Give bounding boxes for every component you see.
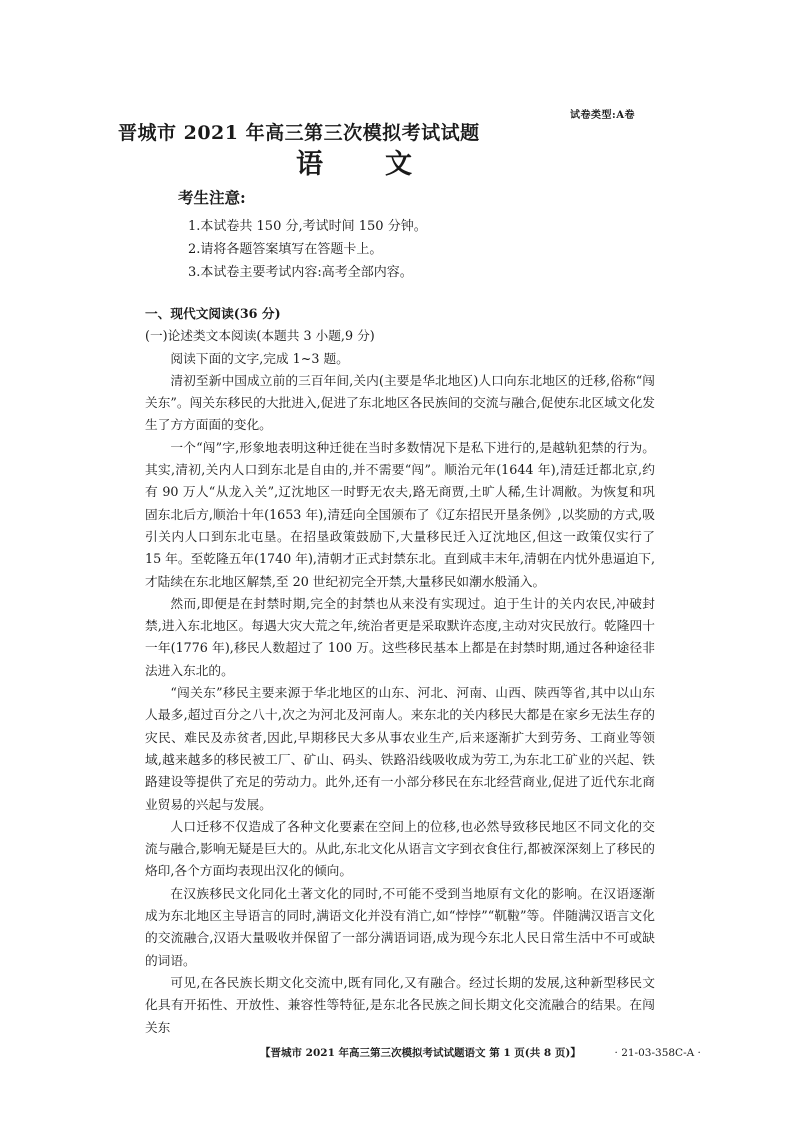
notice-item: 1.本试卷共 150 分,考试时间 150 分钟。 xyxy=(188,219,427,234)
reading-section xyxy=(145,303,655,1039)
passage-paragraph: 可见,在各民族长期文化交流中,既有同化,又有融合。经过长期的发展,这种新型移民文化具有开拓性、开放性、兼容性等特征,是东北各民族之间长期文化交流融合的结果。在闯关东 xyxy=(145,974,655,1035)
reading-instruction: 阅读下面的文字,完成 1~3 题。 xyxy=(170,350,349,366)
passage-paragraph: 清初至新中国成立前的三百年间,关内(主要是华北地区)人口向东北地区的迁移,俗称“闯关东”。闯关东移民的大批进入,促进了东北地区各民族间的交流与融合,促使东北区域文化发生了方方面面的变化。 xyxy=(145,372,655,433)
exam-title: 晋城市 2021 年高三第三次模拟考试试题 xyxy=(118,122,480,144)
passage-paragraph: “闯关东”移民主要来源于华北地区的山东、河北、河南、山西、陕西等省,其中以山东人最多,超过百分之八十,次之为河北及河南人。来东北的关内移民大都是在家乡无法生存的灾民、难民及赤贫者,因此,早期移民大多从事农业生产,后来逐渐扩大到劳务、工商业等领域,越来越多的移民被工厂、矿山、码头、铁路沿线吸收成为劳工,为东北工矿业的兴起、铁路建设等提供了充足的劳动力。此外,还有一小部分移民在东北经营商业,促进了近代东北商业贸易的兴起与发展。 xyxy=(145,685,655,812)
footer-code: · 21-03-358C-A · xyxy=(614,1047,701,1059)
notice-title: 考生注意: xyxy=(178,188,246,207)
passage-paragraph: 然而,即便是在封禁时期,完全的封禁也从来没有实现过。迫于生计的关内农民,冲破封禁,进入东北地区。每遇大灾大荒之年,统治者更是采取默许态度,主动对灾民放行。乾隆四十一年(1776 年),移民人数超过了 100 万。这些移民基本上都是在封禁时期,通过各种途径非法进入东北的。 xyxy=(145,595,655,678)
section-heading: 一、现代文阅读(36 分) xyxy=(145,306,281,321)
notice-item: 2.请将各题答案填写在答题卡上。 xyxy=(188,242,383,257)
page-footer xyxy=(260,1045,701,1060)
subject-title: 语文 xyxy=(296,149,474,180)
paper-type-label: 试卷类型:A卷 xyxy=(570,110,635,121)
exam-notice xyxy=(178,186,598,284)
footer-label: 【晋城市 2021 年高三第三次模拟考试试题语文 第 1 页(共 8 页)】 xyxy=(260,1047,581,1059)
notice-item: 3.本试卷主要考试内容:高考全部内容。 xyxy=(188,265,413,280)
passage-paragraph: 在汉族移民文化同化土著文化的同时,不可能不受到当地原有文化的影响。在汉语逐渐成为东北地区主导语言的同时,满语文化并没有消亡,如“悖悖”“靰鞡”等。伴随满汉语言文化的交流融合,汉语大量吸收并保留了一部分满语词语,成为现今东北人民日常生活中不可或缺的词语。 xyxy=(145,885,655,968)
subsection-heading: (一)论述类文本阅读(本题共 3 小题,9 分) xyxy=(145,328,375,344)
passage-paragraph: 人口迁移不仅造成了各种文化要素在空间上的位移,也必然导致移民地区不同文化的交流与融合,影响无疑是巨大的。从此,东北文化从语言文字到衣食住行,都被深深刻上了移民的烙印,各个方面均表现出汉化的倾向。 xyxy=(145,818,655,879)
passage-paragraph: 一个“闯”字,形象地表明这种迁徙在当时多数情况下是私下进行的,是越轨犯禁的行为。其实,清初,关内人口到东北是自由的,并不需要“闯”。顺治元年(1644 年),清廷迁都北京,约有 90 万人“从龙入关”,辽沈地区一时野无农夫,路无商贾,土旷人稀,生计凋敝。为恢复和巩固东北后方,顺治十年(1653 年),清廷向全国颁布了《辽东招民开垦条例》,以奖励的方式,吸引关内人口到东北屯垦。在招垦政策鼓励下,大量移民迁入辽沈地区,但这一政策仅实行了 15 年。至乾隆五年(1740 年),清朝才正式封禁东北。直到咸丰末年,清朝在内忧外患逼迫下,才陆续在东北地区解禁,至 20 世纪初完全开禁,大量移民如潮水般涌入。 xyxy=(145,439,655,589)
